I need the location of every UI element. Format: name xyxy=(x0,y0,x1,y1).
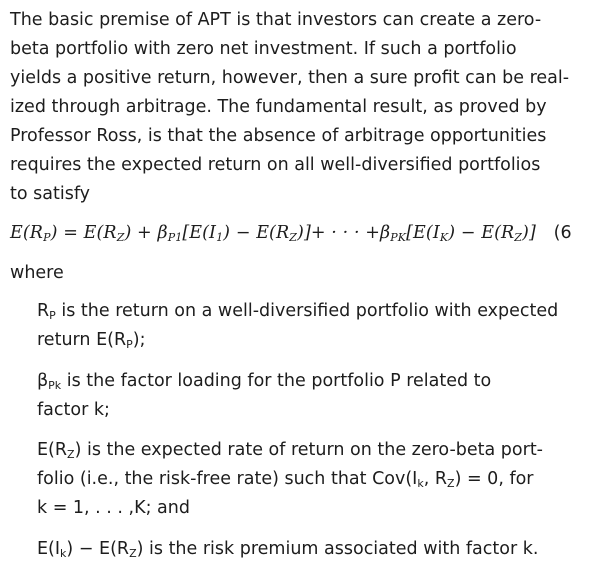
definition-line: $E(R_Z)$ is the expected rate of return on the zero-beta port- xyxy=(37,440,543,461)
intro-line: The basic premise of APT is that investors can create a zero- xyxy=(10,10,542,30)
definition-erz xyxy=(37,436,543,523)
definition-line: factor k; xyxy=(37,400,110,420)
definition-beta xyxy=(37,367,491,425)
definition-line: k = 1, . . . ,K; and xyxy=(37,498,190,518)
definition-line: $E(I_k) - E(R_Z)$ is the risk premium associated with factor k. xyxy=(37,539,539,560)
where-label: where xyxy=(10,263,64,283)
equation-number: (6 xyxy=(553,223,572,243)
definition-line: folio (i.e., the risk-free rate) such that $Cov(I_k$, $R_Z) = 0$, for xyxy=(37,469,534,490)
equation-body: $E(R_P) = E(R_Z) + \beta_{P1}[E(I_1) - E(R_Z)]+$ · · · $+\beta_{PK}[E(I_K) - E(R_Z)]$ xyxy=(10,223,536,244)
definition-line: $R_P$ is the return on a well-diversified portfolio with expected xyxy=(37,301,559,322)
document-page xyxy=(10,6,610,209)
definition-line: $\beta_{Pk}$ is the factor loading for the portfolio P related to xyxy=(37,371,492,392)
definition-risk-premium xyxy=(37,535,538,564)
intro-line: ized through arbitrage. The fundamental result, as proved by xyxy=(10,97,547,117)
intro-line: requires the expected return on all well-diversified portfolios xyxy=(10,155,541,175)
intro-line: yields a positive return, however, then a sure profit can be real- xyxy=(10,68,570,88)
intro-line: beta portfolio with zero net investment. If such a portfolio xyxy=(10,39,517,59)
intro-paragraph xyxy=(10,6,610,209)
definition-rp xyxy=(37,297,558,355)
intro-line: Professor Ross, is that the absence of arbitrage opportunities xyxy=(10,126,547,146)
apt-equation xyxy=(10,223,572,244)
definition-line: return $E(R_P)$; xyxy=(37,330,146,351)
intro-line: to satisfy xyxy=(10,184,91,204)
